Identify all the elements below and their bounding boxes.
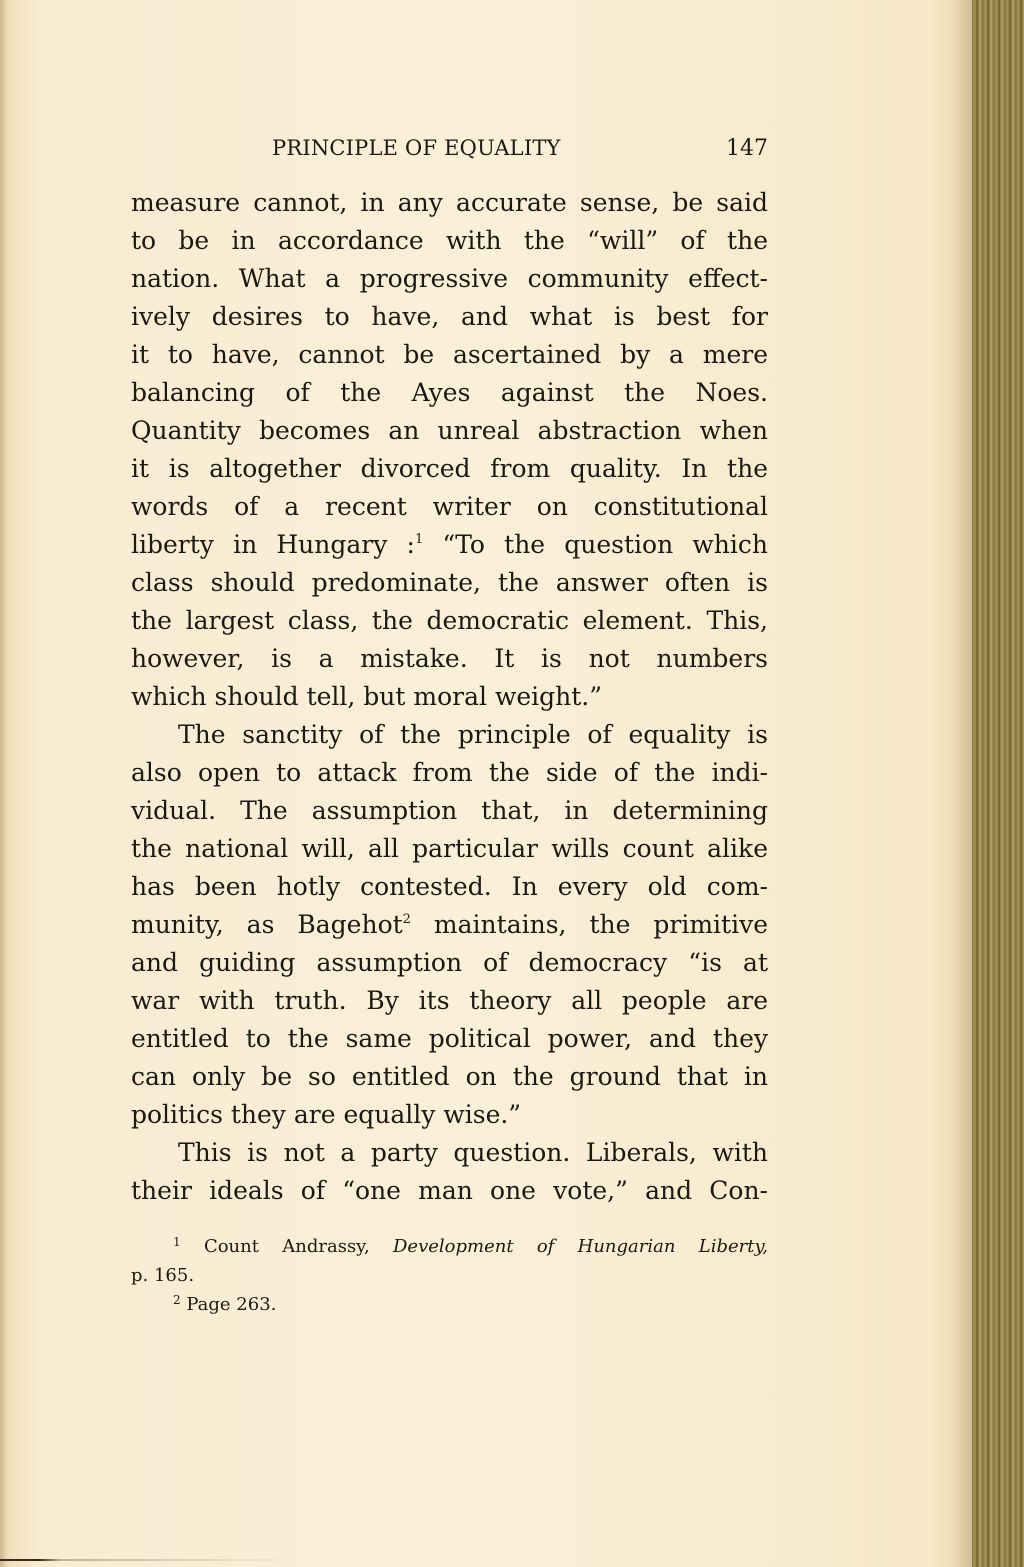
text-line-content: entitled to the same political power, and they xyxy=(131,1024,768,1053)
text-line-content: measure cannot, in any accurate sense, be said xyxy=(131,188,768,217)
text-line xyxy=(131,184,768,222)
text-line xyxy=(131,792,768,830)
text-line-content: Quantity becomes an unreal abstraction when xyxy=(131,416,768,445)
text-line-content: words of a recent writer on constitutional xyxy=(131,492,768,521)
body-text xyxy=(131,184,768,1210)
text-line xyxy=(131,868,768,906)
running-head-title: PRINCIPLE OF EQUALITY xyxy=(272,136,561,160)
text-line-content: politics they are equally wise.” xyxy=(131,1100,522,1129)
footnote-2-text: Page 263. xyxy=(186,1294,277,1315)
text-line-content: munity, as Bagehot xyxy=(131,910,403,939)
text-line xyxy=(131,944,768,982)
text-line xyxy=(131,298,768,336)
text-line xyxy=(131,678,768,716)
text-line xyxy=(131,564,768,602)
text-line xyxy=(131,906,768,944)
page-edge-shadow xyxy=(950,0,972,1567)
running-head xyxy=(272,136,768,170)
text-line-content: balancing of the Ayes against the Noes. xyxy=(131,378,768,407)
text-line-content: has been hotly contested. In every old com- xyxy=(131,872,768,901)
text-line xyxy=(131,1058,768,1096)
footnote-2-mark: 2 xyxy=(173,1293,181,1307)
text-line xyxy=(131,830,768,868)
text-line xyxy=(131,716,768,754)
text-line xyxy=(131,1134,768,1172)
text-line-content: The sanctity of the principle of equality is xyxy=(178,720,768,749)
text-line-content: to be in accordance with the “will” of the xyxy=(131,226,768,255)
text-line xyxy=(131,450,768,488)
text-line-continuation: “To the question which xyxy=(423,530,768,559)
text-line xyxy=(131,336,768,374)
text-line xyxy=(131,1172,768,1210)
text-line xyxy=(131,640,768,678)
text-line-content: nation. What a progressive community effect- xyxy=(131,264,768,293)
footnote-ref: 1 xyxy=(414,532,424,547)
text-line-content: the national will, all particular wills count alike xyxy=(131,834,768,863)
text-line-content: it is altogether divorced from quality. In the xyxy=(131,454,768,483)
bottom-edge-rule xyxy=(0,1559,980,1561)
text-line-content: vidual. The assumption that, in determining xyxy=(131,796,768,825)
text-line-content: also open to attack from the side of the indi- xyxy=(131,758,768,787)
book-edge xyxy=(972,0,1024,1567)
text-line xyxy=(131,260,768,298)
text-line-content: which should tell, but moral weight.” xyxy=(131,682,603,711)
footnotes xyxy=(131,1232,768,1319)
footnote-1-title: Development of Hungarian Liberty, xyxy=(392,1236,768,1257)
text-line-content: war with truth. By its theory all people are xyxy=(131,986,768,1015)
text-line xyxy=(131,982,768,1020)
text-line-content: class should predominate, the answer often is xyxy=(131,568,768,597)
footnote-1-mark: 1 xyxy=(173,1235,181,1249)
page-number: 147 xyxy=(726,136,768,161)
text-line-content: ively desires to have, and what is best for xyxy=(131,302,768,331)
text-line xyxy=(131,488,768,526)
text-line-continuation: maintains, the primitive xyxy=(410,910,768,939)
text-line-content: and guiding assumption of democracy “is at xyxy=(131,948,768,977)
text-line-content: it to have, cannot be ascertained by a mere xyxy=(131,340,768,369)
footnote-1 xyxy=(131,1232,768,1261)
text-line xyxy=(131,526,768,564)
text-line-content: their ideals of “one man one vote,” and Con- xyxy=(131,1176,768,1205)
text-line xyxy=(131,754,768,792)
text-line-content: can only be so entitled on the ground that in xyxy=(131,1062,768,1091)
text-line xyxy=(131,1020,768,1058)
footnote-2 xyxy=(131,1290,768,1319)
text-line xyxy=(131,222,768,260)
text-line-content: the largest class, the democratic element. This, xyxy=(131,606,768,635)
text-line-content: however, is a mistake. It is not numbers xyxy=(131,644,768,673)
text-line-content: This is not a party question. Liberals, with xyxy=(178,1138,768,1167)
text-line-content: liberty in Hungary : xyxy=(131,530,415,559)
text-line xyxy=(131,602,768,640)
footnote-1-page: p. 165. xyxy=(131,1265,195,1286)
gutter-shadow xyxy=(0,0,8,1567)
text-line xyxy=(131,1096,768,1134)
footnote-1-author: Count Andrassy, xyxy=(203,1236,370,1257)
text-line xyxy=(131,412,768,450)
text-line xyxy=(131,374,768,412)
footnote-ref: 2 xyxy=(402,912,411,927)
